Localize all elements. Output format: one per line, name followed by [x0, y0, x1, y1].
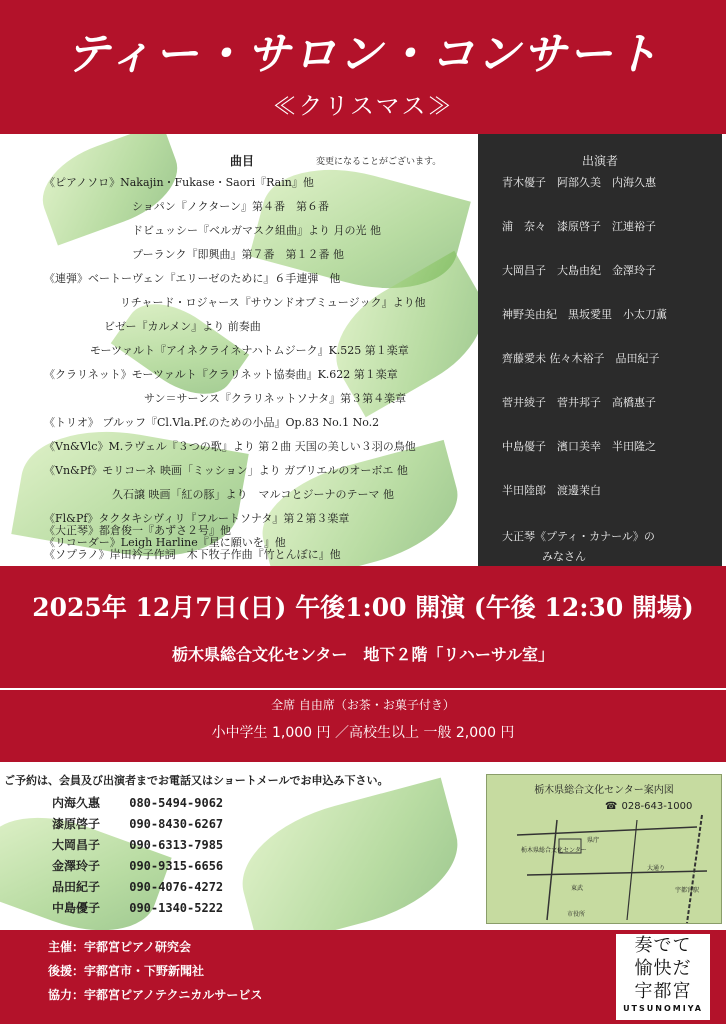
footer-banner: [0, 930, 726, 1024]
logo-english: UTSUNOMIYA: [623, 1004, 703, 1013]
contact-entry: [52, 899, 223, 916]
map-label: 大通り: [647, 865, 666, 872]
performer-line: 浦 奈々 漆原啓子 江連裕子: [502, 220, 656, 233]
map-phone-number: 028-643-1000: [621, 801, 693, 812]
program-line: 《クラリネット》モーツァルト『クラリネット協奏曲』K.622 第１楽章: [44, 368, 398, 381]
contact-phone[interactable]: 090-8430-6267: [129, 817, 224, 831]
organizer-host: 主催：宇都宮ピアノ研究会: [48, 940, 192, 954]
logo-line: 愉快だ: [634, 958, 692, 979]
program-line: プーランク『即興曲』第７番 第１２番 他: [132, 248, 344, 261]
program-line: 久石譲 映画「紅の豚」より マルコとジーナのテーマ 他: [112, 488, 394, 501]
map-label: 県庁: [587, 837, 600, 844]
performer-line: 齊藤愛未 佐々木裕子 品田紀子: [502, 352, 660, 365]
program-line: 《大正琴》都倉俊一『あずさ２号』他: [44, 524, 231, 537]
performer-line: 大正琴《プティ・カナール》の: [502, 530, 655, 543]
contact-name: 品田紀子: [52, 880, 101, 894]
program-line: ショパン『ノクターン』第４番 第６番: [132, 200, 330, 213]
program-heading: 曲目: [230, 154, 255, 168]
contact-name: 漆原啓子: [52, 817, 101, 831]
event-venue: 栃木県総合文化センター 地下２階「リハーサル室」: [171, 645, 555, 664]
program-line: 《Vn&Vlc》M.ラヴェル『３つの歌』より 第２曲 天国の美しい３羽の鳥他: [44, 440, 416, 453]
map-label: 東武: [571, 885, 584, 892]
program-line: 《ピアノソロ》Nakajin・Fukase・Saori『Rain』他: [44, 176, 314, 189]
map-title: 栃木県総合文化センター案内図: [534, 785, 674, 796]
contact-name: 大岡昌子: [52, 838, 101, 852]
price-banner: [0, 690, 726, 762]
logo-line: 宇都宮: [634, 981, 692, 1002]
program-line: 《Fl&Pf》タクタキシヴィリ『フルートソナタ』第２第３楽章: [44, 512, 350, 525]
program-line: 《連弾》ベートーヴェン『エリーゼのために』６手連弾 他: [44, 272, 341, 285]
performer-line: 大岡昌子 大島由紀 金澤玲子: [502, 264, 656, 277]
contact-name: 内海久惠: [52, 796, 101, 810]
performer-line: 中島優子 濱口美幸 半田隆之: [502, 440, 656, 453]
performers-heading: 出演者: [581, 154, 618, 168]
performer-line: みなさん: [542, 550, 586, 563]
program-line: 《ソプラノ》岸田衿子作詞 木下牧子作曲『竹とんぼに』他: [44, 548, 341, 561]
fee-info: 小中学生 1,000 円 ／高校生以上 一般 2,000 円: [211, 725, 515, 741]
venue-map: [486, 774, 722, 924]
reservation-note: ご予約は、会員及び出演者までお電話又はショートメールでお申込み下さい。: [4, 774, 389, 787]
utsunomiya-logo: [616, 934, 710, 1020]
contact-phone[interactable]: 080-5494-9062: [129, 796, 224, 810]
performer-line: 青木優子 阿部久美 内海久惠: [502, 176, 656, 189]
contact-name: 金澤玲子: [52, 859, 101, 873]
program-line: 《トリオ》 ブルッフ『Cl.Vla.Pf.のための小品』Op.83 No.1 No.2: [44, 416, 380, 429]
contact-entry: [52, 857, 223, 874]
performer-line: 菅井綾子 菅井邦子 高橋惠子: [502, 396, 656, 409]
header-banner: [0, 0, 726, 134]
performers-panel: [478, 134, 722, 566]
contact-entry: [52, 815, 223, 832]
map-label: 宇都宮駅: [675, 887, 700, 894]
contact-phone[interactable]: 090-4076-4272: [129, 880, 224, 894]
program-change-note: 変更になることがございます。: [316, 157, 442, 167]
performer-line: 半田陸郎 渡邊茉白: [502, 484, 601, 497]
contact-name: 中島優子: [52, 901, 101, 915]
program-line: ビゼー『カルメン』より 前奏曲: [104, 320, 261, 333]
program-line: リチャード・ロジャース『サウンドオブミュージック』より他: [120, 296, 426, 309]
leaf-decoration: [228, 778, 472, 930]
map-label: 市役所: [567, 911, 586, 918]
concert-title: ティー・サロン・コンサート: [65, 29, 661, 80]
concert-subtitle: ≪クリスマス≫: [272, 92, 454, 120]
organizer-support: 後援：宇都宮市・下野新聞社: [48, 964, 205, 978]
program-line: サン＝サーンス『クラリネットソナタ』第３第４楽章: [144, 392, 407, 405]
contact-phone[interactable]: 090-6313-7985: [129, 838, 224, 852]
event-banner: [0, 566, 726, 688]
organizer-cooperation: 協力：宇都宮ピアノテクニカルサービス: [48, 988, 263, 1002]
program-line: 《リコーダー》Leigh Harline『星に願いを』他: [44, 536, 286, 549]
program-line: モーツァルト『アイネクライネナハトムジーク』K.525 第１楽章: [90, 344, 409, 357]
logo-line: 奏でて: [634, 935, 692, 956]
program-line: ドビュッシー『ベルガマスク組曲』より 月の光 他: [132, 224, 381, 237]
telephone-icon: ☎: [605, 801, 618, 812]
event-date: 2025年 12月7日(日) 午後1:00 開演 (午後 12:30 開場): [32, 593, 694, 622]
program-list: [4, 134, 478, 566]
program-line: 《Vn&Pf》モリコーネ 映画「ミッション」より ガブリエルのオーボエ 他: [44, 464, 408, 477]
performer-line: 神野美由紀 黒坂愛里 小太刀薫: [502, 308, 667, 321]
map-label: 栃木県総合文化センター: [521, 847, 587, 854]
contact-phone[interactable]: 090-1340-5222: [129, 901, 224, 915]
seating-info: 全席 自由席（お茶・お菓子付き）: [271, 698, 455, 712]
contact-entry: [52, 878, 223, 895]
contact-phone[interactable]: 090-9315-6656: [129, 859, 224, 873]
contact-entry: [52, 794, 223, 811]
contact-entry: [52, 836, 223, 853]
contact-section: [0, 764, 726, 930]
